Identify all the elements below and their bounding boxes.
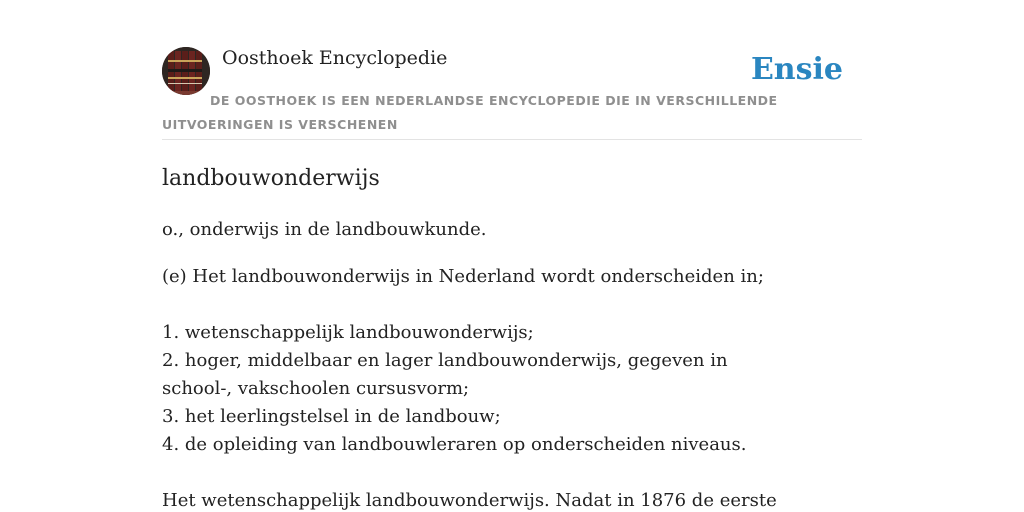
entry-definition: o., onderwijs in de landbouwkunde.	[162, 219, 487, 240]
entry-continuation: Het wetenschappelijk landbouwonderwijs. Nadat in 1876 de eerste	[162, 490, 777, 511]
ensie-logo[interactable]: Ensie	[750, 52, 843, 87]
paragraph-gap	[162, 291, 802, 319]
entry-intro: (e) Het landbouwonderwijs in Nederland wordt onderscheiden in;	[162, 266, 764, 287]
entry-content	[162, 216, 802, 512]
encyclopedia-books-icon[interactable]	[162, 47, 210, 95]
source-header	[162, 46, 862, 140]
paragraph-gap	[162, 459, 802, 487]
list-item: 3. het leerlingstelsel in de landbouw;	[162, 406, 501, 427]
source-tagline: DE OOSTHOEK IS EEN NEDERLANDSE ENCYCLOPEDIE DIE IN VERSCHILLENDE UITVOERINGEN IS VERSCHENEN	[162, 93, 778, 132]
source-title[interactable]: Oosthoek Encyclopedie	[222, 47, 448, 69]
list-item: 1. wetenschappelijk landbouwonderwijs;	[162, 322, 534, 343]
list-item: 2. hoger, middelbaar en lager landbouwonderwijs, gegeven in school-, vakschoolen cursusvorm;	[162, 350, 728, 399]
entry-title: landbouwonderwijs	[162, 166, 380, 191]
list-item: 4. de opleiding van landbouwleraren op onderscheiden niveaus.	[162, 434, 747, 455]
